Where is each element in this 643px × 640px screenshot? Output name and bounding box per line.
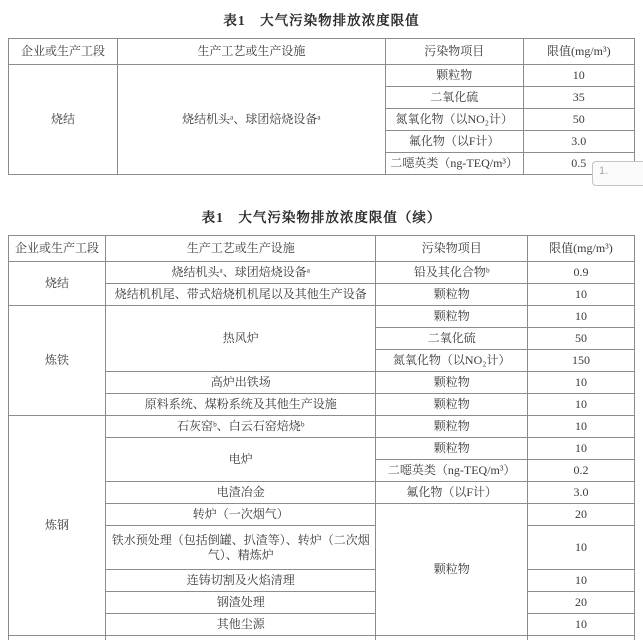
cell-limit: 150 [527,350,634,372]
cell-process: 电渣冶金 [106,482,376,504]
cell-section: 炼铁 [9,306,106,416]
cell-limit: 10 [527,526,634,570]
cell-pollutant: 二噁英类（ng-TEQ/m³） [376,460,527,482]
table2 [8,235,635,640]
header-limit: 限值(mg/m³) [527,236,634,262]
cell-pollutant: 氮氧化物（以NO₂计） [376,350,527,372]
header-pollutant: 污染物项目 [385,39,523,65]
cell-section: 烧结 [9,65,118,175]
cell-section: 炼钢 [9,416,106,636]
cell-limit: 50 [523,109,634,131]
table2-title: 表1 大气污染物排放浓度限值（续） [201,210,442,225]
cell-process: 钢渣处理 [106,592,376,614]
table-row-cutoff [9,636,635,640]
cell-limit: 3.0 [527,482,634,504]
cell-process: 转炉（一次烟气） [106,504,376,526]
table-row [9,262,635,284]
page-indicator-badge [592,161,643,186]
cell-process: 高炉出铁场 [106,372,376,394]
cell-pollutant: 颗粒物 [376,394,527,416]
cell-pollutant: 颗粒物 [376,504,527,636]
cell-limit: 10 [527,614,634,636]
cell-pollutant: 铅及其化合物ᵇ [376,262,527,284]
header-limit: 限值(mg/m³) [523,39,634,65]
cell-limit: 20 [527,504,634,526]
cell-empty [9,636,106,640]
cell-pollutant: 颗粒物 [376,438,527,460]
cell-pollutant: 氟化物（以F计） [385,131,523,153]
cell-limit: 0.2 [527,460,634,482]
cell-limit: 10 [527,306,634,328]
cell-pollutant: 氟化物（以F计） [376,482,527,504]
cell-process: 石灰窑ᵇ、白云石窑焙烧ᵇ [106,416,376,438]
cell-process: 热风炉 [106,306,376,372]
header-enterprise: 企业或生产工段 [9,236,106,262]
cell-empty [376,636,527,640]
cell-limit: 10 [527,416,634,438]
cell-process: 烧结机头ᵃ、球团焙烧设备ᵃ [106,262,376,284]
cell-limit: 0.9 [527,262,634,284]
table1 [8,38,635,175]
page-indicator-label: 1. [599,165,609,177]
cell-pollutant: 颗粒物 [376,416,527,438]
table2-header-row [9,236,635,262]
table-row [9,306,635,328]
cell-limit: 20 [527,592,634,614]
cell-process: 铁水预处理（包括倒罐、扒渣等）、转炉（二次烟气）、精炼炉 [106,526,376,570]
cell-limit: 10 [527,394,634,416]
cell-process: 其他尘源 [106,614,376,636]
cell-limit: 50 [527,328,634,350]
cell-empty [106,636,376,640]
cell-pollutant: 颗粒物 [385,65,523,87]
cell-limit: 10 [527,438,634,460]
cell-limit: 3.0 [523,131,634,153]
header-process: 生产工艺或生产设施 [117,39,385,65]
cell-limit: 10 [523,65,634,87]
cell-process: 原料系统、煤粉系统及其他生产设施 [106,394,376,416]
cell-limit: 10 [527,570,634,592]
table-row [9,65,635,87]
header-pollutant: 污染物项目 [376,236,527,262]
cell-process: 电炉 [106,438,376,482]
cell-process: 烧结机机尾、带式焙烧机机尾以及其他生产设备 [106,284,376,306]
cell-pollutant: 二噁英类（ng-TEQ/m³） [385,153,523,175]
cell-pollutant: 颗粒物 [376,284,527,306]
cell-limit: 0.5 [523,153,634,175]
cell-empty [527,636,634,640]
cell-pollutant: 二氧化硫 [376,328,527,350]
cell-section: 烧结 [9,262,106,306]
cell-pollutant: 颗粒物 [376,372,527,394]
cell-limit: 35 [523,87,634,109]
cell-pollutant: 二氧化硫 [385,87,523,109]
table1-header-row [9,39,635,65]
cell-pollutant: 氮氧化物（以NO₂计） [385,109,523,131]
cell-limit: 10 [527,284,634,306]
cell-pollutant: 颗粒物 [376,306,527,328]
cell-process: 连铸切割及火焰清理 [106,570,376,592]
table-row [9,416,635,438]
header-process: 生产工艺或生产设施 [106,236,376,262]
table1-title: 表1 大气污染物排放浓度限值 [223,13,420,28]
cell-process: 烧结机头ᵃ、球团焙烧设备ᵃ [117,65,385,175]
cell-limit: 10 [527,372,634,394]
header-enterprise: 企业或生产工段 [9,39,118,65]
